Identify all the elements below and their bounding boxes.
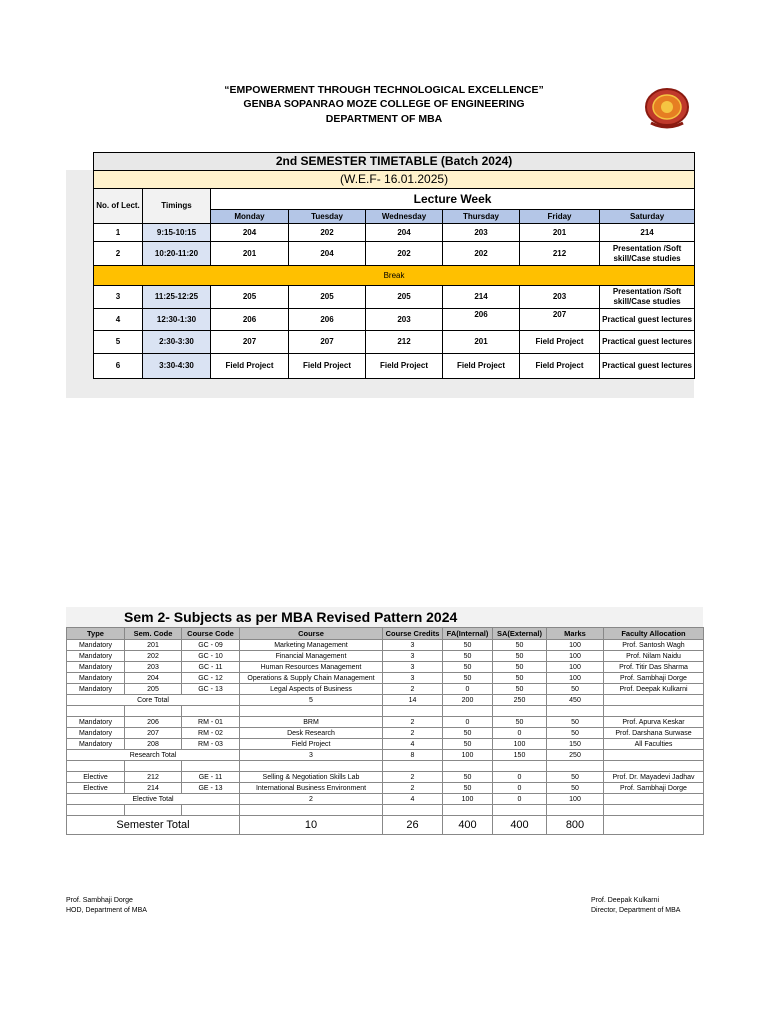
subject-faculty: Prof. Deepak Kulkarni [604, 684, 704, 695]
cell: 206 [443, 309, 520, 331]
cell: 204 [211, 224, 289, 242]
subject-credits: 3 [383, 651, 443, 662]
subject-course-code: RM - 03 [182, 739, 240, 750]
subject-sa: 50 [493, 651, 547, 662]
subject-fa: 0 [443, 684, 493, 695]
subject-fa: 50 [443, 772, 493, 783]
lect-time: 3:30-4:30 [143, 354, 211, 379]
lect-no: 3 [94, 286, 143, 309]
subject-course-code: GE - 13 [182, 783, 240, 794]
col-sem-code: Sem. Code [125, 628, 182, 640]
lect-time: 11:25-12:25 [143, 286, 211, 309]
cell: 201 [520, 224, 600, 242]
lect-time: 12:30-1:30 [143, 309, 211, 331]
subject-course: Financial Management [240, 651, 383, 662]
subject-row [67, 651, 704, 662]
timetable-row [94, 309, 695, 331]
department-name: DEPARTMENT OF MBA [325, 113, 443, 125]
subject-faculty: Prof. Sambhaji Dorge [604, 783, 704, 794]
college-logo-icon [643, 87, 691, 131]
subject-marks: 50 [547, 684, 604, 695]
col-course: Course [240, 628, 383, 640]
subject-sem-code: 214 [125, 783, 182, 794]
subject-faculty: Prof. Sambhaji Dorge [604, 673, 704, 684]
total-sa: 150 [493, 750, 547, 761]
day-monday: Monday [211, 210, 289, 224]
semester-total-label: Semester Total [67, 816, 240, 835]
col-type: Type [67, 628, 125, 640]
subject-row [67, 673, 704, 684]
subject-course: International Business Environment [240, 783, 383, 794]
total-blank [604, 750, 704, 761]
subject-type: Mandatory [67, 728, 125, 739]
subject-sem-code: 202 [125, 651, 182, 662]
cell: 212 [520, 242, 600, 266]
cell: Practical guest lectures [600, 309, 695, 331]
hod-role: HOD, Department of MBA [66, 907, 147, 914]
col-no-of-lect: No. of Lect. [94, 189, 143, 224]
director-signature [591, 896, 680, 916]
subject-faculty: Prof. Nilam Naidu [604, 651, 704, 662]
subject-faculty: Prof. Santosh Wagh [604, 640, 704, 651]
cell: 212 [366, 331, 443, 354]
total-credits: 8 [383, 750, 443, 761]
elective-total-row [67, 794, 704, 805]
day-tuesday: Tuesday [289, 210, 366, 224]
col-fa-internal: FA(Internal) [443, 628, 493, 640]
total-label: Core Total [67, 695, 240, 706]
cell: 207 [289, 331, 366, 354]
total-blank [604, 695, 704, 706]
cell: Field Project [366, 354, 443, 379]
cell: Practical guest lectures [600, 354, 695, 379]
subject-marks: 100 [547, 651, 604, 662]
cell: 203 [366, 309, 443, 331]
spacer-row [67, 805, 704, 816]
research-total-row [67, 750, 704, 761]
subject-marks: 50 [547, 717, 604, 728]
hod-signature [66, 896, 147, 916]
semester-total-credits: 26 [383, 816, 443, 835]
subject-course-code: GC - 09 [182, 640, 240, 651]
subject-credits: 3 [383, 673, 443, 684]
subject-row [67, 640, 704, 651]
lect-time: 10:20-11:20 [143, 242, 211, 266]
subject-sa: 50 [493, 640, 547, 651]
day-saturday: Saturday [600, 210, 695, 224]
college-motto: “EMPOWERMENT THROUGH TECHNOLOGICAL EXCELLENCE” [224, 84, 544, 96]
subject-sem-code: 204 [125, 673, 182, 684]
lect-no: 6 [94, 354, 143, 379]
subject-type: Mandatory [67, 640, 125, 651]
cell: 206 [289, 309, 366, 331]
semester-total-marks: 800 [547, 816, 604, 835]
subject-marks: 150 [547, 739, 604, 750]
subject-course: Field Project [240, 739, 383, 750]
cell: 204 [289, 242, 366, 266]
subjects-title: Sem 2- Subjects as per MBA Revised Pattern 2024 [124, 609, 458, 625]
day-thursday: Thursday [443, 210, 520, 224]
total-fa: 200 [443, 695, 493, 706]
cell: Presentation /Soft skill/Case studies [600, 242, 695, 266]
day-wednesday: Wednesday [366, 210, 443, 224]
cell: 205 [211, 286, 289, 309]
subject-sa: 100 [493, 739, 547, 750]
cell: Field Project [211, 354, 289, 379]
subject-faculty: Prof. Apurva Keskar [604, 717, 704, 728]
subject-sem-code: 208 [125, 739, 182, 750]
timetable [93, 152, 695, 379]
break-row [94, 266, 695, 286]
subject-credits: 2 [383, 728, 443, 739]
subject-sa: 0 [493, 728, 547, 739]
subject-row [67, 772, 704, 783]
spacer-row [67, 706, 704, 717]
cell: 207 [211, 331, 289, 354]
subject-sem-code: 205 [125, 684, 182, 695]
director-name: Prof. Deepak Kulkarni [591, 897, 660, 904]
subject-course-code: RM - 02 [182, 728, 240, 739]
subject-credits: 4 [383, 739, 443, 750]
subject-credits: 2 [383, 783, 443, 794]
subject-fa: 50 [443, 728, 493, 739]
subject-marks: 50 [547, 783, 604, 794]
subject-fa: 50 [443, 673, 493, 684]
subject-marks: 50 [547, 772, 604, 783]
subject-row [67, 684, 704, 695]
subject-sa: 50 [493, 673, 547, 684]
subject-credits: 2 [383, 684, 443, 695]
subject-course: BRM [240, 717, 383, 728]
total-label: Elective Total [67, 794, 240, 805]
subject-credits: 3 [383, 662, 443, 673]
subject-credits: 3 [383, 640, 443, 651]
total-marks: 100 [547, 794, 604, 805]
total-fa: 100 [443, 750, 493, 761]
subject-sem-code: 207 [125, 728, 182, 739]
total-fa: 100 [443, 794, 493, 805]
cell: 205 [289, 286, 366, 309]
subject-marks: 50 [547, 728, 604, 739]
subject-course-code: GE - 11 [182, 772, 240, 783]
director-role: Director, Department of MBA [591, 907, 681, 914]
subject-marks: 100 [547, 673, 604, 684]
total-sa: 250 [493, 695, 547, 706]
timetable-row [94, 224, 695, 242]
subject-sem-code: 212 [125, 772, 182, 783]
break-label: Break [94, 266, 695, 286]
subject-course: Marketing Management [240, 640, 383, 651]
total-credits: 4 [383, 794, 443, 805]
core-total-row [67, 695, 704, 706]
lect-time: 2:30-3:30 [143, 331, 211, 354]
timetable-row [94, 286, 695, 309]
subject-course: Legal Aspects of Business [240, 684, 383, 695]
cell: 202 [289, 224, 366, 242]
timetable-row [94, 354, 695, 379]
subject-marks: 100 [547, 662, 604, 673]
semester-total-sa: 400 [493, 816, 547, 835]
cell: 202 [366, 242, 443, 266]
cell: 204 [366, 224, 443, 242]
total-label: Research Total [67, 750, 240, 761]
cell: 201 [443, 331, 520, 354]
timetable-wef: (W.E.F- 16.01.2025) [94, 171, 695, 189]
total-marks: 250 [547, 750, 604, 761]
cell: Field Project [289, 354, 366, 379]
subject-credits: 2 [383, 772, 443, 783]
subject-credits: 2 [383, 717, 443, 728]
subject-faculty: Prof. Darshana Surwase [604, 728, 704, 739]
total-blank [604, 794, 704, 805]
subjects-header-row [67, 628, 704, 640]
subject-course: Human Resources Management [240, 662, 383, 673]
cell: Field Project [520, 331, 600, 354]
lect-no: 1 [94, 224, 143, 242]
subject-fa: 50 [443, 662, 493, 673]
subject-row [67, 662, 704, 673]
cell: Field Project [443, 354, 520, 379]
subject-fa: 50 [443, 640, 493, 651]
semester-total-courses: 10 [240, 816, 383, 835]
timetable-row [94, 242, 695, 266]
subject-course-code: GC - 11 [182, 662, 240, 673]
col-marks: Marks [547, 628, 604, 640]
subject-marks: 100 [547, 640, 604, 651]
spacer-row [67, 761, 704, 772]
subject-sa: 50 [493, 662, 547, 673]
subject-type: Mandatory [67, 673, 125, 684]
subject-sa: 0 [493, 772, 547, 783]
subject-fa: 50 [443, 651, 493, 662]
col-sa-external: SA(External) [493, 628, 547, 640]
subject-sem-code: 201 [125, 640, 182, 651]
total-credits: 14 [383, 695, 443, 706]
lect-time: 9:15-10:15 [143, 224, 211, 242]
subject-sa: 50 [493, 717, 547, 728]
total-courses: 5 [240, 695, 383, 706]
cell: 214 [600, 224, 695, 242]
total-sa: 0 [493, 794, 547, 805]
cell: 205 [366, 286, 443, 309]
subject-row [67, 739, 704, 750]
cell: 201 [211, 242, 289, 266]
subject-sa: 50 [493, 684, 547, 695]
cell: 202 [443, 242, 520, 266]
lecture-week-header: Lecture Week [211, 189, 695, 210]
timetable-title: 2nd SEMESTER TIMETABLE (Batch 2024) [94, 153, 695, 171]
semester-total-row [67, 816, 704, 835]
cell: 207 [520, 309, 600, 331]
day-friday: Friday [520, 210, 600, 224]
cell: 214 [443, 286, 520, 309]
col-course-credits: Course Credits [383, 628, 443, 640]
subject-course: Operations & Supply Chain Management [240, 673, 383, 684]
subject-type: Mandatory [67, 739, 125, 750]
total-courses: 3 [240, 750, 383, 761]
subject-faculty: Prof. Titir Das Sharma [604, 662, 704, 673]
subject-sem-code: 203 [125, 662, 182, 673]
subject-type: Mandatory [67, 651, 125, 662]
subject-course: Selling & Negotiation Skills Lab [240, 772, 383, 783]
lect-no: 5 [94, 331, 143, 354]
subject-fa: 50 [443, 739, 493, 750]
college-name: GENBA SOPANRAO MOZE COLLEGE OF ENGINEERING [243, 98, 525, 110]
subject-faculty: Prof. Dr. Mayadevi Jadhav [604, 772, 704, 783]
subject-type: Mandatory [67, 662, 125, 673]
subject-sem-code: 206 [125, 717, 182, 728]
subject-type: Mandatory [67, 684, 125, 695]
cell: Field Project [520, 354, 600, 379]
lect-no: 2 [94, 242, 143, 266]
subject-type: Elective [67, 772, 125, 783]
subject-fa: 0 [443, 717, 493, 728]
subject-row [67, 783, 704, 794]
cell: Presentation /Soft skill/Case studies [600, 286, 695, 309]
subject-row [67, 728, 704, 739]
semester-total-blank [604, 816, 704, 835]
cell: 206 [211, 309, 289, 331]
subject-course-code: GC - 10 [182, 651, 240, 662]
subject-fa: 50 [443, 783, 493, 794]
subject-course-code: GC - 13 [182, 684, 240, 695]
cell: 203 [520, 286, 600, 309]
hod-name: Prof. Sambhaji Dorge [66, 897, 133, 904]
subjects-table [66, 627, 704, 835]
cell: Practical guest lectures [600, 331, 695, 354]
subject-course: Desk Research [240, 728, 383, 739]
cell: 203 [443, 224, 520, 242]
subject-course-code: GC - 12 [182, 673, 240, 684]
subject-type: Elective [67, 783, 125, 794]
total-marks: 450 [547, 695, 604, 706]
semester-total-fa: 400 [443, 816, 493, 835]
col-faculty: Faculty Allocation [604, 628, 704, 640]
timetable-row [94, 331, 695, 354]
total-courses: 2 [240, 794, 383, 805]
col-timings: Timings [143, 189, 211, 224]
lect-no: 4 [94, 309, 143, 331]
subject-type: Mandatory [67, 717, 125, 728]
subject-faculty: All Faculties [604, 739, 704, 750]
subject-sa: 0 [493, 783, 547, 794]
subject-row [67, 717, 704, 728]
col-course-code: Course Code [182, 628, 240, 640]
subject-course-code: RM - 01 [182, 717, 240, 728]
